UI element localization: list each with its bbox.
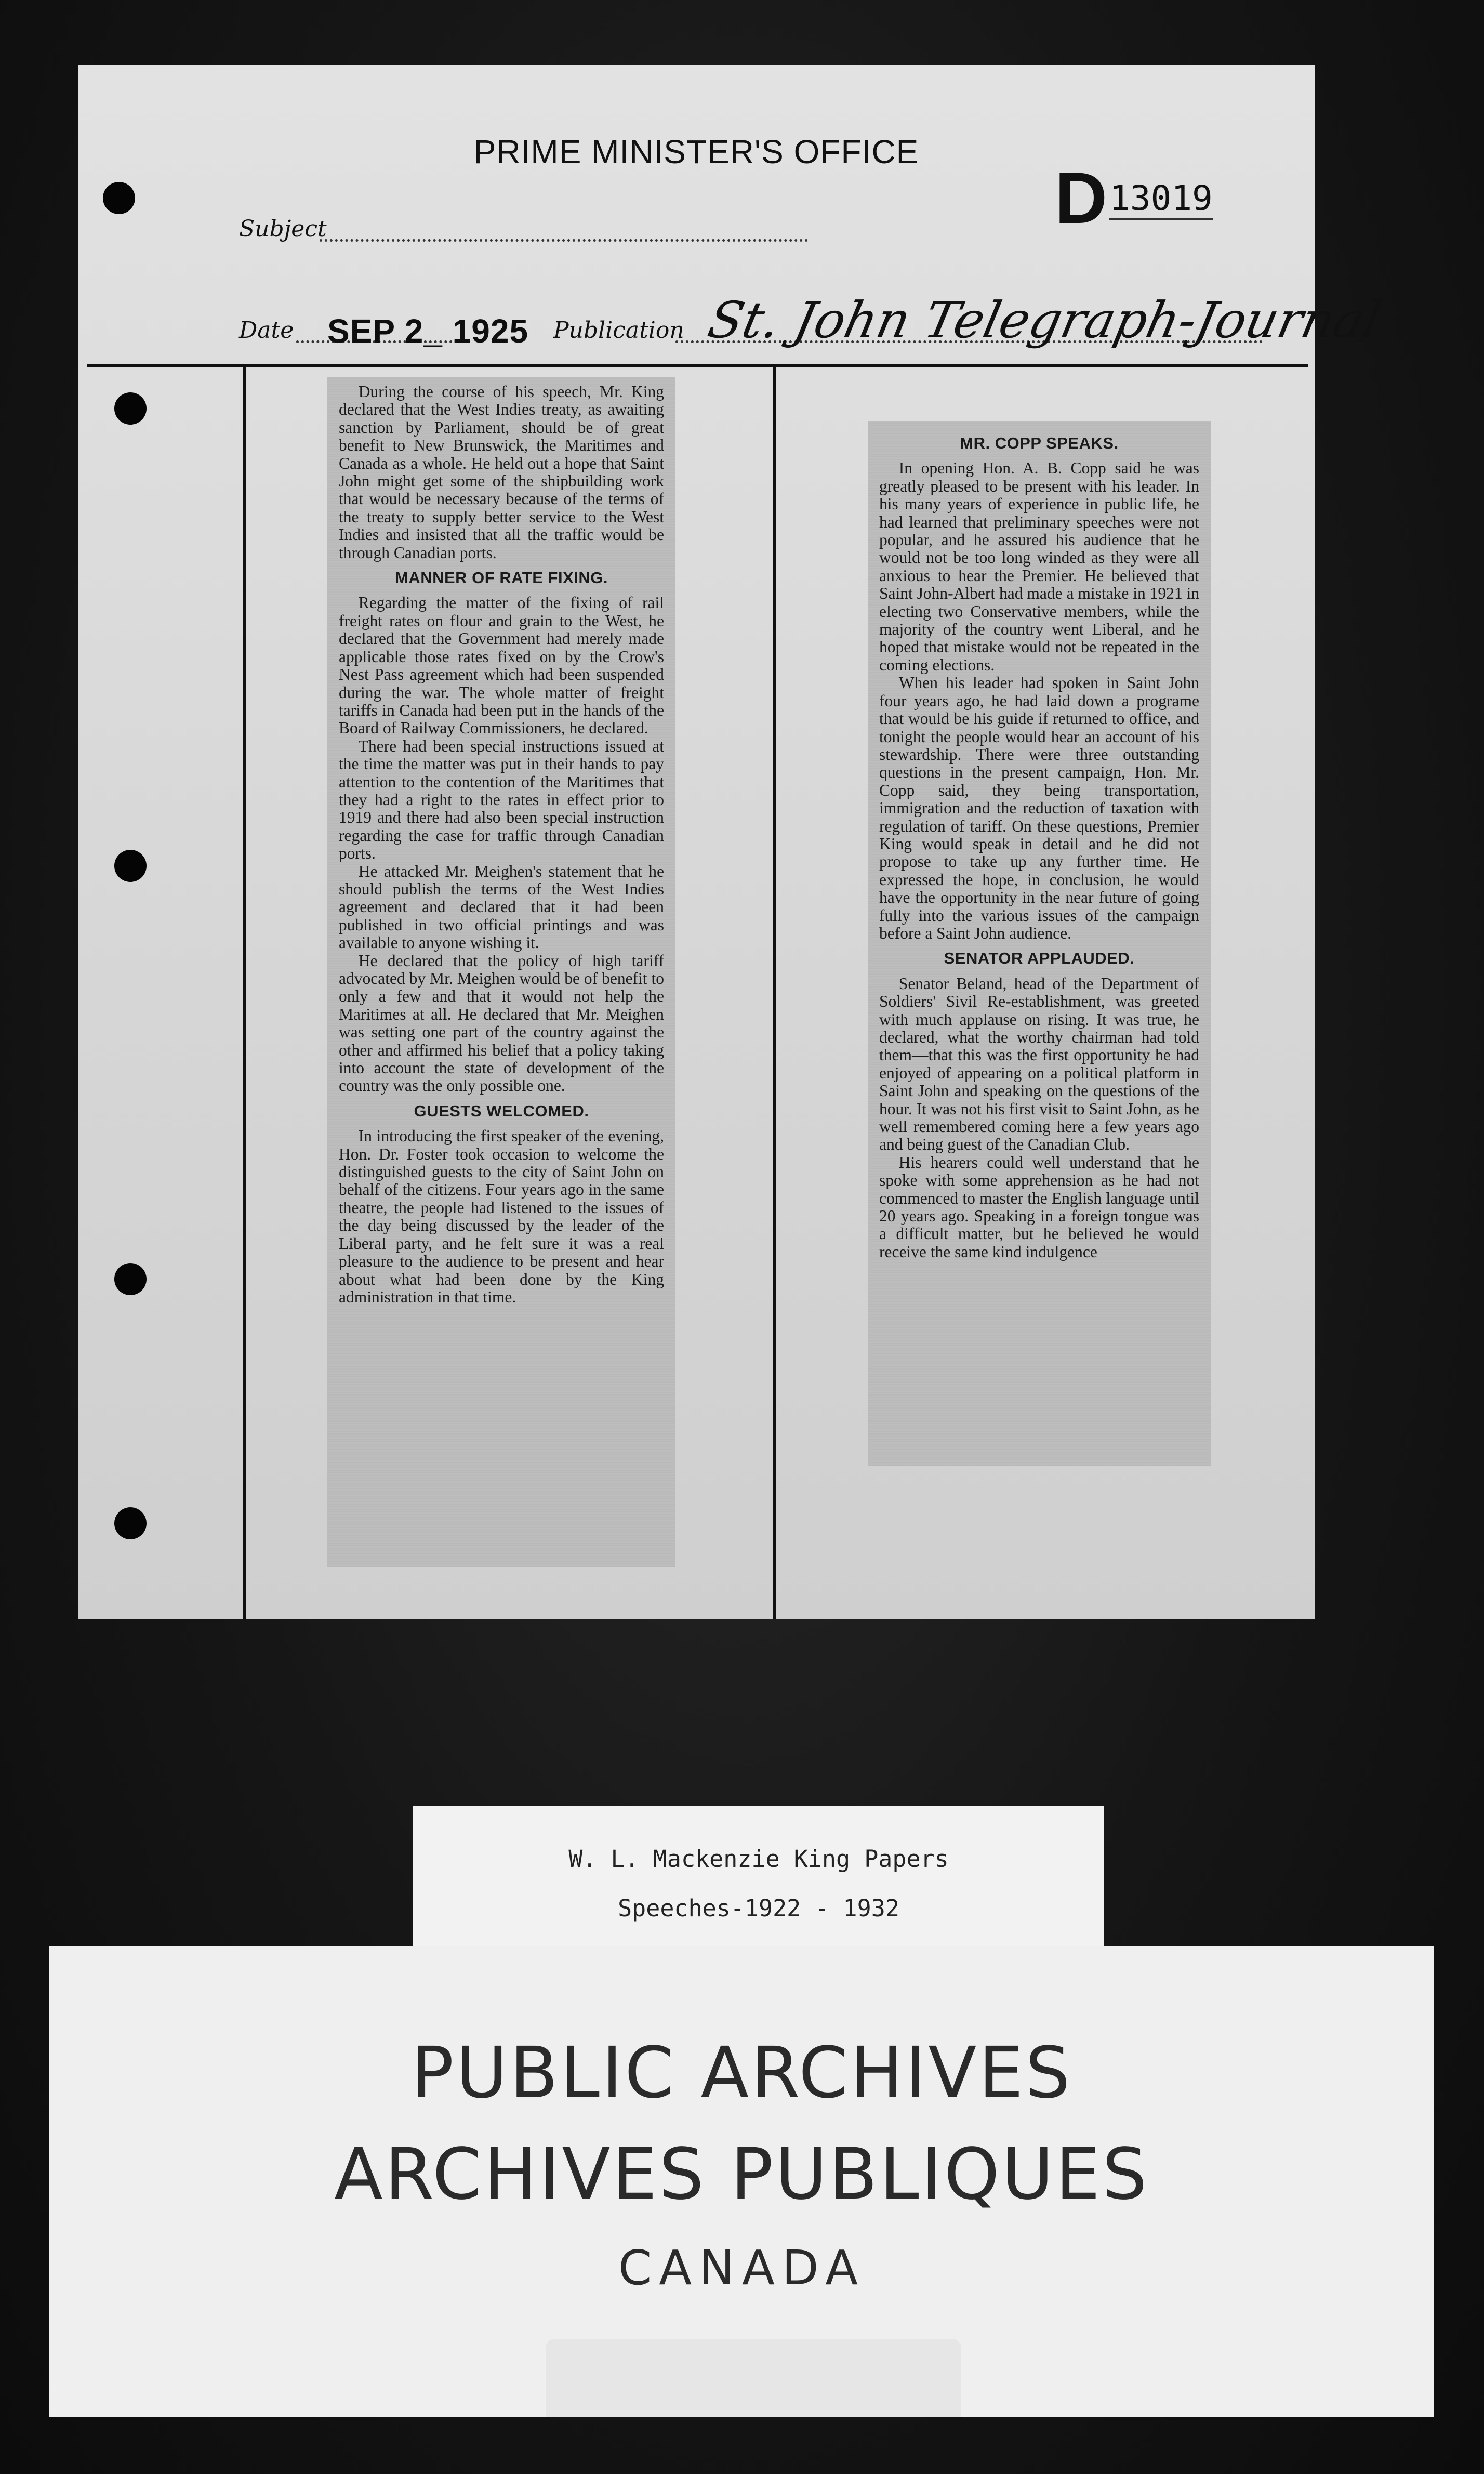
column-rule [773,367,776,1619]
punch-hole [103,182,135,214]
punch-hole [114,392,147,425]
punch-hole [114,1507,147,1539]
tape-strip [546,2339,961,2417]
collection-label-card [413,1806,1104,1962]
document-number-digits: 13019 [1109,178,1213,220]
clipping-paragraph: When his leader had spoken in Saint John four years ago, he had laid down a programe that would be his guide if returned to office, and tonight the people would hear an account of his stewardship. There were three outstanding questions in the present campaign, Hon. Mr. Copp said, they being transportation, immigration and the reduction of taxation with regulation of tariff. On these questions, Premier King would speak in detail and he did not propose to take up any further time. He expressed the hope, in conclusion, he would have the opportunity in the near future of going fully into the various issues of the campaign before a Saint John audience. [879,674,1199,942]
archives-card [49,1946,1434,2417]
clipping-paragraph: His hearers could well understand that he spoke with some apprehension as he had not commenced to master the English language until 20 years ago. Speaking in a foreign tongue was a difficult matter, but he believed he would receive the same kind indulgence [879,1153,1199,1261]
collection-series: Speeches-1922 - 1932 [618,1894,899,1922]
clipping-heading: MANNER OF RATE FIXING. [395,569,608,587]
clipping-paragraph: He attacked Mr. Meighen's statement that he should publish the terms of the West Indies agreement and declared that it had been published in two official printings and was available to anyone wishing it. [339,862,664,952]
clipping-heading: SENATOR APPLAUDED. [944,949,1135,968]
publication-label: Publication [553,317,684,344]
column-rule [243,367,246,1619]
office-title: PRIME MINISTER'S OFFICE [473,133,919,170]
clipping-paragraph: Regarding the matter of the fixing of rail freight rates on flour and grain to the West, he declared that the Government had merely made applicable those rates fixed on by the Crow's Nest Pass agreement which had been suspended during the war. The whole matter of freight tariffs in Canada had been put in the hands of the Board of Railway Commissioners, he declared. [339,594,664,738]
header-rule [87,364,1308,367]
clipping-paragraph: In opening Hon. A. B. Copp said he was greatly pleased to be present with his leader. In his many years of experience in public life, he had learned that preliminary speeches were not popular, and he assured his audience that he would not be too long winded as they were all anxious to hear the Premier. He believed that Saint John-Albert had made a mistake in 1921 in electing two Conservative members, while the majority of the country went Liberal, and he hoped that mistake would not be repeated in the coming elections. [879,459,1199,674]
newspaper-clipping-left [327,377,675,1567]
clipping-paragraph: Senator Beland, head of the Department of Soldiers' Sivil Re-establishment, was greeted with much applause on rising. It was true, he declared, what the worthy chairman had told them—that this was the first opportunity he had enjoyed of appearing on a political platform in Saint John and speaking on the questions of the hour. It was not his first visit to Saint John, as he well remembered coming here a few years ago and being guest of the Canadian Club. [879,974,1199,1154]
collection-name: W. L. Mackenzie King Papers [568,1845,949,1873]
clipping-paragraph: During the course of his speech, Mr. King declared that the West Indies treaty, as awaiting sanction by Parliament, should be of great benefit to New Brunswick, the Maritimes and Canada as a whole. He held out a hope that Saint John might get some of the shipbuilding work that would be necessary because of the terms of the treaty to supply better service to the West Indies and insisted that all the traffic would be through Canadian ports. [339,383,664,562]
punch-hole [114,1263,147,1295]
archives-title-en: PUBLIC ARCHIVES [411,2032,1072,2114]
date-label: Date [239,317,294,344]
punch-hole [114,850,147,882]
document-number-prefix: D [1055,157,1108,239]
document-number [1055,156,1213,240]
document-sheet [78,65,1386,1619]
clipping-paragraph: There had been special instructions issued at the time the matter was put in their hands to pay attention to the contention of the Maritimes that they had a right to the rates in effect prior to 1919 and there had also been special instruction regarding the case for traffic through Canadian ports. [339,736,664,863]
clipping-paragraph: He declared that the policy of high tariff advocated by Mr. Meighen would be of benefit to only a few and that it would not help the Maritimes at all. He declared that Mr. Meighen was setting one part of the country against the other and affirmed his belief that a policy taking into account the state of development of the country was the only possible one. [339,951,664,1095]
archives-country: CANADA [618,2240,866,2296]
clipping-paragraph: In introducing the first speaker of the evening, Hon. Dr. Foster took occasion to welcome the distinguished guests to the city of Saint John on behalf of the citizens. Four years ago in the same theatre, the people had listened to the issues of the day being discussed by the leader of the Liberal party, and he felt sure it was a real pleasure to the audience to be present and hear about what had been done by the King administration in that time. [339,1127,664,1306]
archives-title-fr: ARCHIVES PUBLIQUES [334,2134,1149,2216]
publication-handwritten: St. John Telegraph-Journal [703,291,1386,349]
subject-dotted-line [320,239,808,242]
subject-label: Subject [239,216,327,242]
clipping-heading: GUESTS WELCOMED. [414,1101,589,1120]
newspaper-clipping-right [868,421,1211,1466]
clipping-heading: MR. COPP SPEAKS. [960,434,1119,452]
date-stamp: SEP 2_ 1925 [327,312,529,350]
